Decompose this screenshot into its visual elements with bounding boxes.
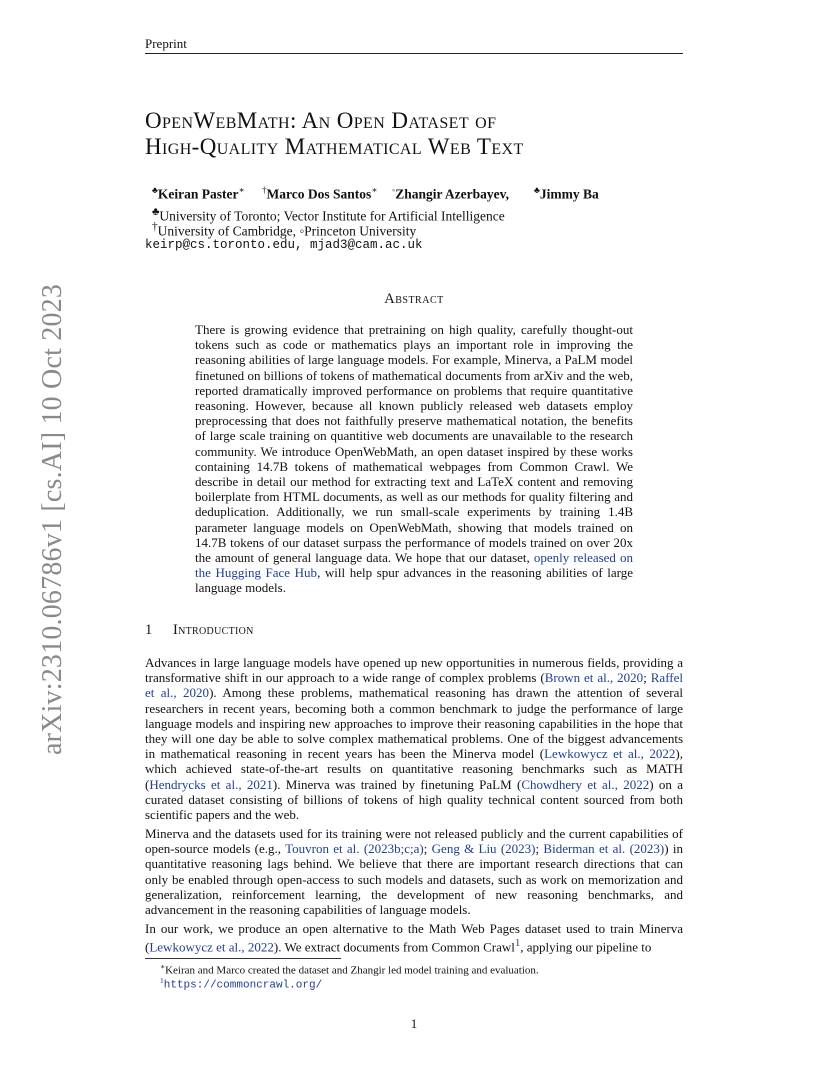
p1-text-3: ). Among these problems, mathematical reasoning has drawn the attention of several researchers in recent years, becoming both a common benchmark to judge the performance of large language models and inspiring new approaches to improve their reasoning capabilities in the hope that they will one day be able to solve complex mathematical problems. One of the biggest advancements in mathematical reasoning in recent years has been the Minerva model ( [145, 685, 684, 762]
footnote-1 [160, 962, 539, 977]
citation-link[interactable]: Chowdhery et al., 2022 [521, 776, 650, 792]
affiliation-2 [152, 221, 416, 240]
footnote-2 [160, 976, 322, 992]
page-number: 1 [410, 1016, 418, 1031]
footnote-2-mark: 1 [160, 976, 164, 985]
citation-link[interactable]: Raffel et al., 2020 [145, 670, 683, 701]
author-2-footnote-mark: ∗ [371, 185, 378, 195]
author-2-mark: † [262, 185, 267, 195]
p3-text-1: In our work, we produce an open alternative to the Math Web Pages dataset used to train Minerva ( [145, 921, 683, 955]
citation-link[interactable]: Biderman et al. (2023) [543, 841, 665, 857]
abstract-heading: Abstract [384, 291, 444, 307]
author-3 [392, 185, 509, 203]
author-2-name: Marco Dos Santos [266, 186, 372, 202]
p2-text-4: ) in quantitative reasoning lags behind. We believe that there are important research directions that can only be enabled through open-access to such models and datasets, such as work on memorization and generalization, reinforcement learning, the development of new reasoning benchmarks, and advancement in the reasoning capabilities of language models. [145, 841, 683, 918]
p3-text-2: ). We extract documents from Common Crawl [273, 939, 515, 955]
citation-link[interactable]: Touvron et al. (2023b;c;a) [285, 841, 424, 857]
hugging-face-link[interactable]: openly released on the Hugging Face Hub [195, 550, 634, 581]
abstract-text-1: There is growing evidence that pretraining on high quality, carefully thought-out tokens such as code or mathematics plays an important role in improving the reasoning abilities of large language models. For example, Minerva, a PaLM model finetuned on billions of tokens of mathematical documents from arXiv and the web, reported dramatically improved performance on problems that require quantitative reasoning. However, because all known publicly released web datasets employ preprocessing that does not faithfully preserve mathematical notation, the benefits of large scale training on quantitive web documents are unavailable to the research community. We introduce OpenWebMath, an open dataset inspired by these works containing 14.7B tokens of mathematical webpages from Common Crawl. We describe in detail our method for extracting text and LaTeX content and removing boilerplate from HTML documents, as well as our methods for quality filtering and deduplication. Additionally, we run small-scale experiments by training 1.4B parameter language models on OpenWebMath, showing that models trained on 14.7B tokens of our dataset surpass the performance of models trained on over 20x the amount of general language data. We hope that our dataset, [195, 322, 633, 566]
p2-text-2: ; [423, 841, 432, 857]
affiliation-1-mark: ♣ [152, 206, 160, 218]
author-4-name: Jimmy Ba [539, 186, 599, 202]
p1-text-2: ; [643, 670, 651, 686]
author-4-mark: ♣ [534, 185, 540, 195]
author-3-mark: ◦ [392, 185, 396, 195]
p2-text-3: ; [535, 841, 544, 857]
affiliation-2-mark: † [152, 221, 158, 233]
p3-text-3: , applying our pipeline to [520, 939, 652, 955]
running-header: Preprint [145, 36, 187, 51]
intro-paragraph-2 [145, 826, 683, 917]
p2-text-1: Minerva and the datasets used for its training were not released publicly and the current capabilities of open-source models (e.g., [145, 826, 683, 857]
section-number: 1 [145, 622, 153, 638]
p1-text-4: ), which achieved state-of-the-art results on quantitative reasoning benchmarks such as MATH ( [145, 746, 684, 792]
author-4 [534, 185, 599, 203]
intro-paragraph-1 [145, 655, 683, 822]
citation-link[interactable]: Lewkowycz et al., 2022 [149, 939, 274, 955]
footnote-ref-link[interactable]: 1 [514, 937, 521, 950]
author-emails: keirp@cs.toronto.edu, mjad3@cam.ac.uk [145, 238, 423, 252]
author-1-mark: ♣ [152, 185, 158, 195]
p1-text-6: ) on a curated dataset consisting of billions of tokens of high quality technical content sourced from both scientific papers and the web. [145, 776, 683, 823]
paper-title-line-1: OpenWebMath: An Open Dataset of [145, 108, 497, 133]
citation-link[interactable]: Geng & Liu (2023) [431, 841, 536, 857]
abstract-body [195, 322, 633, 596]
footnote-1-text: Keiran and Marco created the dataset and Zhangir led model training and evaluation. [165, 964, 539, 977]
author-1 [152, 185, 245, 203]
footnote-1-mark: ∗ [160, 962, 166, 971]
citation-link[interactable]: Hendrycks et al., 2021 [149, 776, 273, 792]
p1-text-5: ). Minerva was trained by finetuning PaLM ( [272, 776, 522, 792]
citation-link[interactable]: Brown et al., 2020 [544, 670, 644, 686]
intro-paragraph-3 [145, 921, 683, 955]
paper-title-line-2: High-Quality Mathematical Web Text [145, 134, 524, 159]
author-1-footnote-mark: ∗ [238, 185, 245, 195]
header-rule [145, 53, 683, 54]
affiliation-2-text: University of Cambridge, ◦Princeton University [157, 223, 417, 239]
arxiv-side-stamp: arXiv:2310.06786v1 [cs.AI] 10 Oct 2023 [37, 283, 68, 755]
affiliation-1-text: University of Toronto; Vector Institute for Artificial Intelligence [159, 208, 505, 224]
p1-text-1: Advances in large language models have opened up new opportunities in numerous fields, providing a transformative shift in our approach to a wide range of complex problems ( [145, 655, 683, 686]
footnote-rule [145, 958, 341, 959]
commoncrawl-url-link[interactable]: https://commoncrawl.org/ [163, 979, 323, 992]
abstract-text-2: , will help spur advances in the reasoning abilities of large language models. [195, 565, 634, 596]
author-2 [262, 185, 377, 203]
section-title: Introduction [173, 622, 254, 638]
author-1-name: Keiran Paster [157, 186, 239, 202]
citation-link[interactable]: Lewkowycz et al., 2022 [544, 746, 676, 762]
author-3-name: Zhangir Azerbayev, [395, 186, 509, 202]
